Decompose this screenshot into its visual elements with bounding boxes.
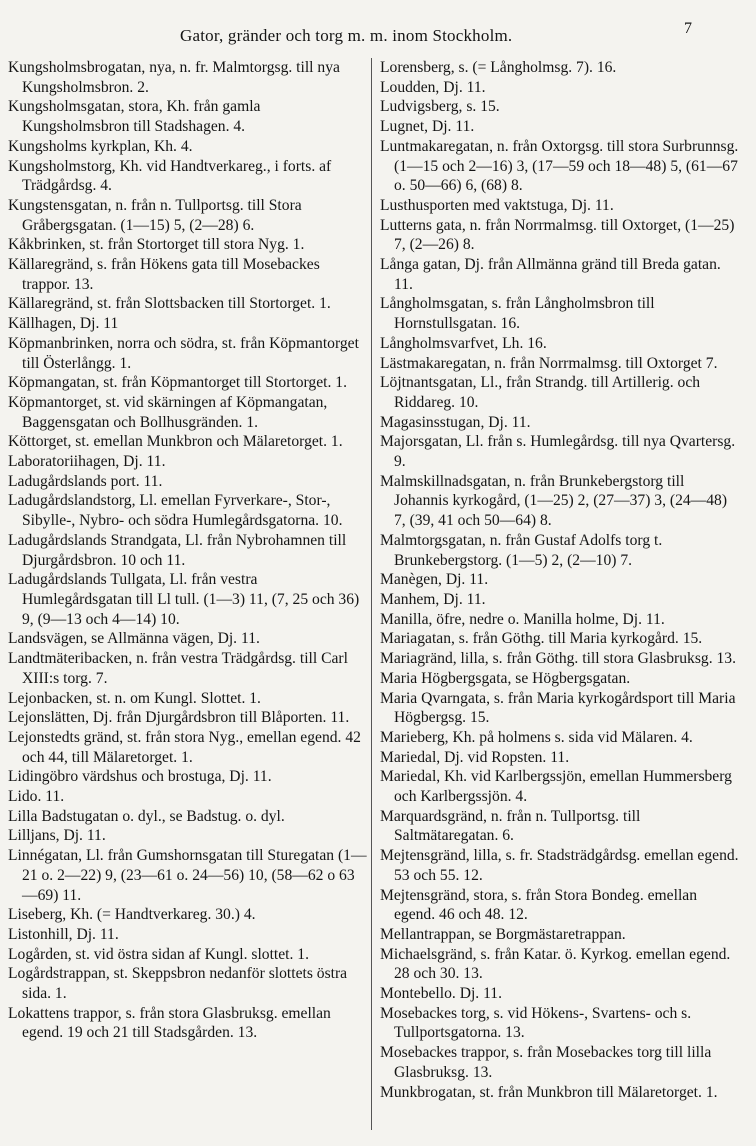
street-entry: Kungstensgatan, n. från n. Tullportsg. till Stora Gråbergsgatan. (1—15) 5, (2—28) 6. xyxy=(8,196,302,234)
street-entry: Lejonbacken, st. n. om Kungl. Slottet. 1. xyxy=(8,689,261,707)
street-entry: Maria Högbergsgata, se Högbergsgatan. xyxy=(380,669,631,687)
street-entry: Manilla, öfre, nedre o. Manilla holme, Dj. 11. xyxy=(380,610,665,628)
street-entry: Lido. 11. xyxy=(8,788,65,806)
street-entry: Marquardsgränd, n. från n. Tullportsg. till Saltmätaregatan. 6. xyxy=(380,807,641,845)
street-entry: Lejonslätten, Dj. från Djurgårdsbron till Blåporten. 11. xyxy=(8,709,350,727)
street-entry: Ladugårdslands Tullgata, Ll. från vestra Humlegårdsgatan till Ll tull. (1—3) 11, (7, 25 och 36) 9, (9—13 och 4—14) 10. xyxy=(8,571,360,628)
street-entry: Mariagränd, lilla, s. från Göthg. till stora Glasbruksg. 13. xyxy=(380,650,736,668)
page-header xyxy=(0,18,756,48)
street-entry: Lilljans, Dj. 11. xyxy=(8,827,106,845)
street-entry: Liseberg, Kh. (= Handtverkareg. 30.) 4. xyxy=(8,906,256,924)
street-entry: Luntmakaregatan, n. från Oxtorgsg. till stora Surbrunnsg. (1—15 och 2—16) 3, (17—59 och 18—48) 5, (61—67 o. 50—66) 6, (68) 8. xyxy=(380,137,739,195)
street-entry: Magasinsstugan, Dj. 11. xyxy=(380,413,531,431)
left-column xyxy=(8,58,370,1134)
street-entry: Kungsholmstorg, Kh. vid Handtverkareg., i forts. af Trädgårdsg. 4. xyxy=(8,157,332,195)
street-entry: Lugnet, Dj. 11. xyxy=(380,118,475,136)
street-entry: Mejtensgränd, stora, s. från Stora Bondeg. emellan egend. 46 och 48. 12. xyxy=(380,886,697,924)
street-entry: Michaelsgränd, s. från Katar. ö. Kyrkog. emellan egend. 28 och 30. 13. xyxy=(380,945,731,983)
street-entry: Mosebackes torg, s. vid Hökens-, Svartens- och s. Tullportsgatorna. 13. xyxy=(380,1004,692,1042)
street-entry: Laboratoriihagen, Dj. 11. xyxy=(8,453,166,471)
street-entry: Mariedal, Kh. vid Karlbergssjön, emellan Hummersberg och Karlbergssjön. 4. xyxy=(380,768,732,806)
street-entry: Ladugårdslandstorg, Ll. emellan Fyrverkare-, Stor-, Sibylle-, Nybro- och södra Humlegårdsgatorna. 10. xyxy=(8,492,343,530)
street-entry: Långholmsgatan, s. från Långholmsbron till Hornstullsgatan. 16. xyxy=(380,295,655,333)
street-entry: Lokattens trappor, s. från stora Glasbruksg. emellan egend. 19 och 21 till Stadsgården. 13. xyxy=(8,1004,331,1042)
street-entry: Lästmakaregatan, n. från Norrmalmsg. till Oxtorget 7. xyxy=(380,354,718,372)
street-entry: Maria Qvarngata, s. från Maria kyrkogårdsport till Maria Högbergsg. 15. xyxy=(380,689,736,727)
street-entry: Majorsgatan, Ll. från s. Humlegårdsg. till nya Qvartersg. 9. xyxy=(380,433,736,471)
street-entry: Långa gatan, Dj. från Allmänna gränd till Breda gatan. 11. xyxy=(380,256,721,293)
street-entry: Mariagatan, s. från Göthg. till Maria kyrkogård. 15. xyxy=(380,630,703,648)
street-entry: Montebello. Dj. 11. xyxy=(380,985,502,1003)
right-column xyxy=(380,58,742,1134)
page-number: 7 xyxy=(684,20,692,37)
street-entry: Mosebackes trappor, s. från Mosebackes torg till lilla Glasbruksg. 13. xyxy=(380,1044,712,1081)
street-entry: Köpmanbrinken, norra och södra, st. från Köpmantorget till Österlångg. 1. xyxy=(8,334,359,372)
street-entry: Källhagen, Dj. 11 xyxy=(8,315,119,333)
street-entry: Lejonstedts gränd, st. från stora Nyg., emellan egend. 42 och 44, till Mälaretorget. 1. xyxy=(8,728,361,766)
street-entry: Listonhill, Dj. 11. xyxy=(8,925,119,943)
street-entry: Lutterns gata, n. från Norrmalmsg. till Oxtorget, (1—25) 7, (2—26) 8. xyxy=(380,216,735,254)
street-entry: Långholmsvarfvet, Lh. 16. xyxy=(380,334,547,352)
street-entry: Lorensberg, s. (= Långholmsg. 7). 16. xyxy=(380,59,617,76)
street-entry: Köpmantorget, st. vid skärningen af Köpmangatan, Baggensgatan och Bollhusgränden. 1. xyxy=(8,393,328,431)
page-title: Gator, gränder och torg m. m. inom Stockholm. xyxy=(180,26,513,45)
street-entry: Mariedal, Dj. vid Ropsten. 11. xyxy=(380,748,570,766)
street-entry: Mejtensgränd, lilla, s. fr. Stadsträdgårdsg. emellan egend. 53 och 55. 12. xyxy=(380,847,739,884)
street-entry: Manhem, Dj. 11. xyxy=(380,590,486,608)
street-entry: Mellantrappan, se Borgmästaretrappan. xyxy=(380,925,626,943)
street-entry: Linnégatan, Ll. från Gumshornsgatan till Sturegatan (1—21 o. 2—22) 9, (23—61 o. 24—56) 10, (58—62 o 63—69) 11. xyxy=(8,847,367,904)
street-entry: Marieberg, Kh. på holmens s. sida vid Mälaren. 4. xyxy=(380,728,693,746)
street-entry: Kungsholmsgatan, stora, Kh. från gamla Kungsholmsbron till Stadshagen. 4. xyxy=(8,98,261,136)
street-entry: Logården, st. vid östra sidan af Kungl. slottet. 1. xyxy=(8,945,309,963)
street-entry: Malmtorgsgatan, n. från Gustaf Adolfs torg t. Brunkebergstorg. (1—5) 2, (2—10) 7. xyxy=(380,531,663,569)
street-entry: Kungsholmsbrogatan, nya, n. fr. Malmtorgsg. till nya Kungsholmsbron. 2. xyxy=(8,59,340,96)
street-entry: Källaregränd, s. från Hökens gata till Mosebackes trappor. 13. xyxy=(8,256,320,293)
street-entry: Ladugårdslands port. 11. xyxy=(8,472,163,490)
column-divider xyxy=(371,58,372,1130)
street-entry: Munkbrogatan, st. från Munkbron till Mälaretorget. 1. xyxy=(380,1083,718,1101)
street-entry: Landtmäteribacken, n. från vestra Trädgårdsg. till Carl XIII:s torg. 7. xyxy=(8,650,348,687)
street-entry: Kåkbrinken, st. från Stortorget till stora Nyg. 1. xyxy=(8,236,305,254)
street-entry: Manègen, Dj. 11. xyxy=(380,571,489,589)
street-entry: Köpmangatan, st. från Köpmantorget till Stortorget. 1. xyxy=(8,374,347,392)
street-entry: Malmskillnadsgatan, n. från Brunkebergstorg till Johannis kyrkogård, (1—25) 2, (27—37) 3, (24—48) 7, (39, 41 och 50—64) 8. xyxy=(380,472,728,530)
street-entry: Lidingöbro värdshus och brostuga, Dj. 11. xyxy=(8,768,272,786)
street-entry: Logårdstrappan, st. Skeppsbron nedanför slottets östra sida. 1. xyxy=(8,965,348,1003)
street-entry: Lusthusporten med vaktstuga, Dj. 11. xyxy=(380,196,614,214)
street-entry: Köttorget, st. emellan Munkbron och Mälaretorget. 1. xyxy=(8,433,343,451)
street-entry: Ludvigsberg, s. 15. xyxy=(380,98,500,116)
street-entry: Löjtnantsgatan, Ll., från Strandg. till Artillerig. och Riddareg. 10. xyxy=(380,374,701,411)
street-entry: Källaregränd, st. från Slottsbacken till Stortorget. 1. xyxy=(8,295,331,313)
street-entry: Landsvägen, se Allmänna vägen, Dj. 11. xyxy=(8,630,260,648)
street-entry: Lilla Badstugatan o. dyl., se Badstug. o. dyl. xyxy=(8,807,285,825)
street-entry: Ladugårdslands Strandgata, Ll. från Nybrohamnen till Djurgårdsbron. 10 och 11. xyxy=(8,531,347,569)
street-entry: Loudden, Dj. 11. xyxy=(380,78,486,96)
street-entry: Kungsholms kyrkplan, Kh. 4. xyxy=(8,137,193,155)
